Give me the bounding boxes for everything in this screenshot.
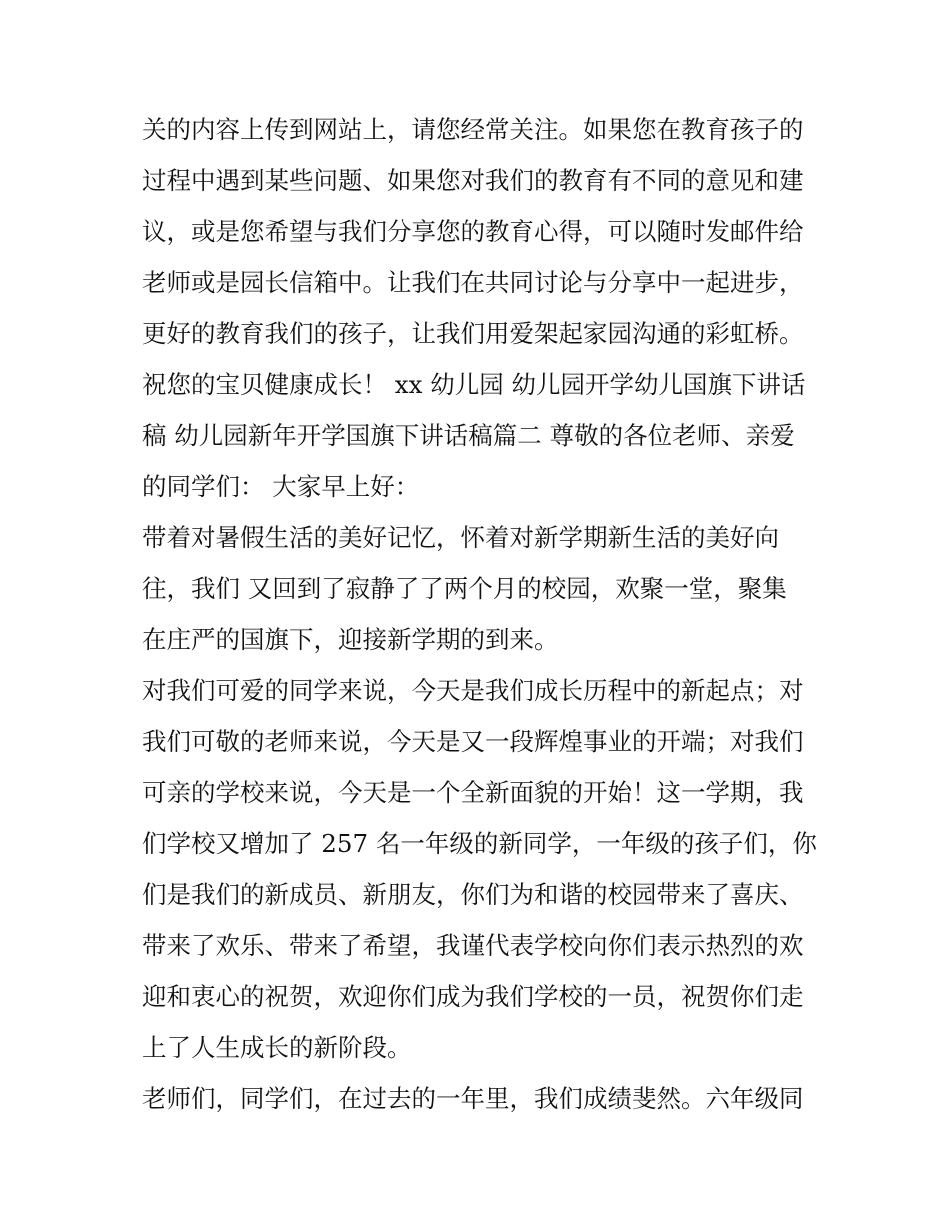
- text-line: 们学校又增加了 257 名一年级的新同学，一年级的孩子们，你: [142, 829, 817, 858]
- text-line: 带着对暑假生活的美好记忆，怀着对新学期新生活的美好向: [142, 523, 779, 552]
- text-line: 过程中遇到某些问题、如果您对我们的教育有不同的意见和建: [142, 166, 804, 195]
- body-text: [142, 104, 832, 1124]
- text-line: 迎和衷心的祝贺，欢迎你们成为我们学校的一员，祝贺你们走: [142, 982, 804, 1011]
- text-line: 可亲的学校来说，今天是一个全新面貌的开始！这一学期，我: [142, 778, 804, 807]
- text-line: 在庄严的国旗下，迎接新学期的到来。: [142, 625, 559, 654]
- text-line: 的同学们： 大家早上好：: [142, 472, 420, 501]
- text-line: 往，我们 又回到了寂静了了两个月的校园，欢聚一堂，聚集: [142, 574, 787, 603]
- text-line: 对我们可爱的同学来说，今天是我们成长历程中的新起点；对: [142, 676, 804, 705]
- text-line: 关的内容上传到网站上，请您经常关注。如果您在教育孩子的: [142, 115, 804, 144]
- text-line: 更好的教育我们的孩子，让我们用爱架起家园沟通的彩虹桥。: [142, 319, 804, 348]
- text-line: 老师们，同学们，在过去的一年里，我们成绩斐然。六年级同: [142, 1084, 804, 1113]
- text-line: 们是我们的新成员、新朋友，你们为和谐的校园带来了喜庆、: [142, 880, 804, 909]
- text-line: 老师或是园长信箱中。让我们在共同讨论与分享中一起进步，: [142, 268, 804, 297]
- text-line: 祝您的宝贝健康成长！ xx 幼儿园 幼儿园开学幼儿国旗下讲话: [142, 370, 806, 399]
- text-line: 我们可敬的老师来说，今天是又一段辉煌事业的开端；对我们: [142, 727, 804, 756]
- text-line: 带来了欢乐、带来了希望，我谨代表学校向你们表示热烈的欢: [142, 931, 804, 960]
- text-line: 稿 幼儿园新年开学国旗下讲话稿篇二 尊敬的各位老师、亲爱: [142, 421, 795, 450]
- text-line: 议，或是您希望与我们分享您的教育心得，可以随时发邮件给: [142, 217, 804, 246]
- text-line: 上了人生成长的新阶段。: [142, 1033, 412, 1062]
